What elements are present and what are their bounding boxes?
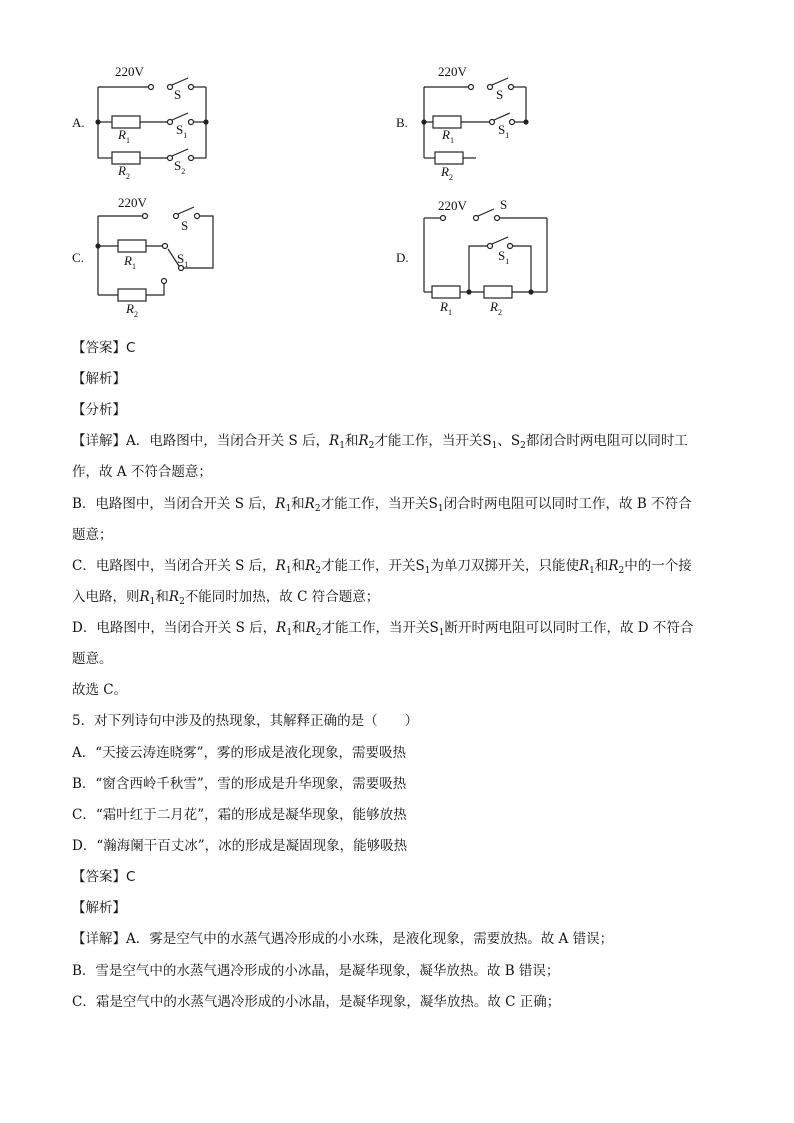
- q5-analysis-label: 【解析】: [72, 900, 126, 916]
- q5-option-c: C．“霜叶红于二月花”，霜的形成是凝华现象，能够放热: [72, 807, 407, 823]
- option-a-label: A.: [72, 115, 85, 130]
- q5-option-b: B．“窗含西岭千秋雪”，雪的形成是升华现象，需要吸热: [72, 776, 407, 792]
- q4-detail-c-line1: C．电路图中，当闭合开关 S 后，$R_1$和$R_2$才能工作，开关$S_1$为单刀双掷开关，只能使$R_1$和$R_2$中的一个接: [72, 558, 692, 576]
- resistor-r2-label: $R_2$: [126, 301, 138, 319]
- switch-s1-label: $S_1$: [176, 122, 188, 140]
- q5-option-d: D．“瀚海阑干百丈冰”，冰的形成是凝固现象，能够吸热: [72, 838, 408, 854]
- switch-s1-label: $S_1$: [498, 248, 510, 266]
- q4-fenxi-label: 【分析】: [72, 402, 126, 418]
- switch-s-label: S: [174, 87, 182, 102]
- q4-detail-b-line1: B．电路图中，当闭合开关 S 后，$R_1$和$R_2$才能工作，当开关$S_1$闭合时两电阻可以同时工作，故 B 不符合: [72, 496, 692, 514]
- q4-detail-c-line2: 入电路，则$R_1$和$R_2$不能同时加热，故 C 符合题意；: [72, 589, 380, 607]
- q5-answer: 【答案】C: [72, 869, 136, 885]
- q4-detail-a-line2: 作，故 A 不符合题意；: [72, 464, 212, 480]
- resistor-r1-label: $R_1$: [124, 253, 136, 271]
- switch-s-label: S: [496, 87, 504, 102]
- switch-s2-label: $S_2$: [174, 158, 186, 176]
- switch-s1-label: $S_1$: [498, 122, 510, 140]
- circuit-b: [422, 78, 528, 164]
- option-c-label: C.: [72, 250, 84, 265]
- switch-s-label: S: [500, 197, 508, 212]
- q5-stem: 5．对下列诗句中涉及的热现象，其解释正确的是（ ）: [72, 713, 419, 729]
- voltage-label: 220V: [118, 195, 147, 210]
- q4-detail-d-line1: D．电路图中，当闭合开关 S 后，$R_1$和$R_2$才能工作，当开关$S_1$断开时两电阻可以同时工作，故 D 不符合: [72, 620, 694, 638]
- option-b-label: B.: [396, 115, 408, 130]
- q4-detail-a-line1: 【详解】A．电路图中，当闭合开关 S 后，$R_1$和$R_2$才能工作，当开关$S_1$、$S_2$都闭合时两电阻可以同时工: [72, 433, 688, 451]
- switch-s-label: S: [181, 218, 189, 233]
- q4-conclusion: 故选 C。: [72, 682, 128, 698]
- voltage-label: 220V: [438, 64, 467, 79]
- voltage-label: 220V: [115, 64, 144, 79]
- resistor-r2-label: $R_2$: [441, 164, 453, 182]
- circuit-a: [96, 78, 208, 164]
- q4-detail-b-line2: 题意；: [72, 527, 113, 543]
- resistor-r2-label: $R_2$: [490, 299, 502, 317]
- circuit-d: [424, 209, 547, 298]
- q4-analysis-label: 【解析】: [72, 371, 126, 387]
- q4-detail-d-line2: 题意。: [72, 651, 113, 667]
- switch-s1-label: $S_1$: [177, 251, 189, 269]
- resistor-r1-label: $R_1$: [442, 127, 454, 145]
- q5-detail-b: B．雪是空气中的水蒸气遇冷形成的小冰晶，是凝华现象，凝华放热。故 B 错误；: [72, 963, 560, 979]
- resistor-r1-label: $R_1$: [440, 299, 452, 317]
- circuit-c: [96, 207, 213, 301]
- resistor-r1-label: $R_1$: [118, 127, 130, 145]
- resistor-r2-label: $R_2$: [118, 163, 130, 181]
- q5-detail-a: 【详解】A．雾是空气中的水蒸气遇冷形成的小水珠，是液化现象，需要放热。故 A 错误；: [72, 931, 614, 947]
- option-d-label: D.: [396, 250, 409, 265]
- q5-option-a: A．“天接云涛连晓雾”，雾的形成是液化现象，需要吸热: [72, 745, 407, 761]
- circuit-diagrams: [0, 0, 794, 330]
- voltage-label: 220V: [438, 198, 467, 213]
- q5-detail-c: C．霜是空气中的水蒸气遇冷形成的小冰晶，是凝华现象，凝华放热。故 C 正确；: [72, 994, 561, 1010]
- q4-answer: 【答案】C: [72, 340, 136, 356]
